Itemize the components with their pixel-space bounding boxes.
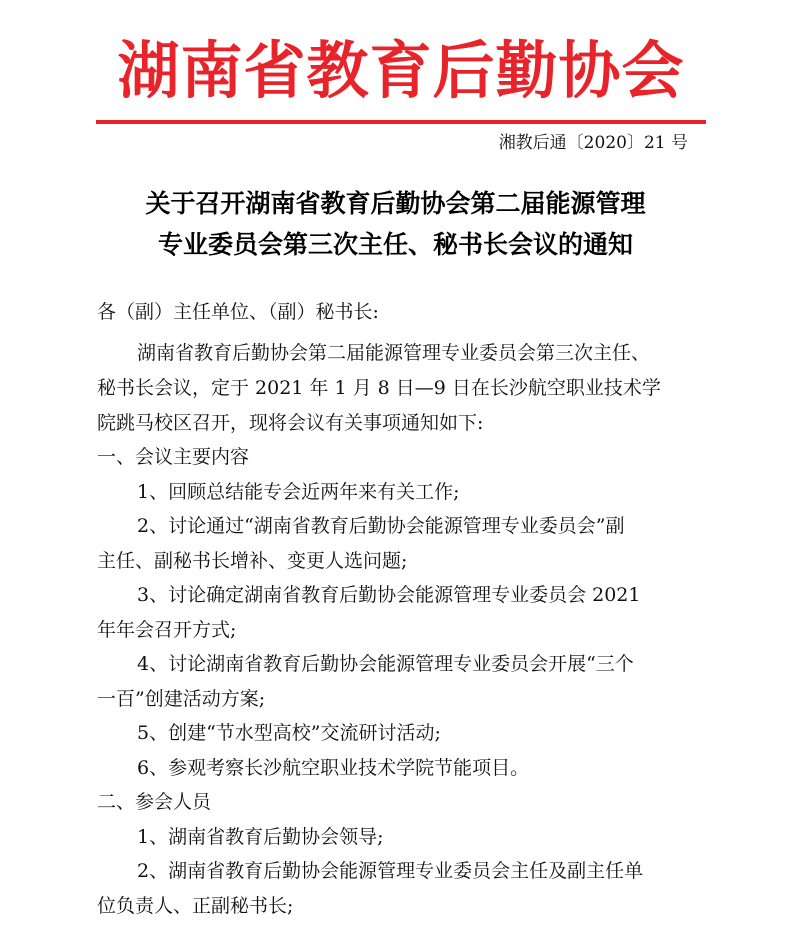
notice-title-line-2: 专业委员会第三次主任、秘书长会议的通知 <box>157 230 633 259</box>
section-2-item-2: 2、湖南省教育后勤协会能源管理专业委员会主任及副主任单 <box>137 860 644 882</box>
section-2-item-2-cont: 位负责人、正副秘书长; <box>97 895 294 917</box>
intro-line-3: 院跳马校区召开，现将会议有关事项通知如下: <box>97 412 484 434</box>
section-1-item-3: 3、讨论确定湖南省教育后勤协会能源管理专业委员会 2021 <box>137 584 641 606</box>
intro-line-2: 秘书长会议，定于 2021 年 1 月 8 日—9 日在长沙航空职业技术学 <box>97 377 661 399</box>
notice-title-line-1: 关于召开湖南省教育后勤协会第二届能源管理 <box>145 189 646 218</box>
section-2-item-1: 1、湖南省教育后勤协会领导; <box>137 826 384 848</box>
section-2-heading: 二、参会人员 <box>97 791 212 813</box>
letterhead-org-name: 湖南省教育后勤协会 <box>117 34 685 107</box>
section-1-item-6: 6、参观考察长沙航空职业技术学院节能项目。 <box>137 757 530 779</box>
section-1-item-3-cont: 年年会召开方式; <box>97 619 237 641</box>
document-number: 湘教后通〔2020〕21 号 <box>498 133 688 153</box>
salutation: 各（副）主任单位、（副）秘书长: <box>97 301 379 323</box>
section-1-item-4-cont: 一百”创建活动方案; <box>97 688 266 710</box>
section-1-item-5: 5、创建“节水型高校”交流研讨活动; <box>137 722 441 744</box>
letterhead-red-rule <box>96 120 706 124</box>
section-1-item-2: 2、讨论通过“湖南省教育后勤协会能源管理专业委员会”副 <box>137 515 625 537</box>
section-1-heading: 一、会议主要内容 <box>97 446 250 468</box>
section-1-item-2-cont: 主任、副秘书长增补、变更人选问题; <box>97 550 408 572</box>
section-1-item-1: 1、回顾总结能专会近两年来有关工作; <box>137 481 460 503</box>
intro-line-1: 湖南省教育后勤协会第二届能源管理专业委员会第三次主任、 <box>137 342 651 364</box>
section-1-item-4: 4、讨论湖南省教育后勤协会能源管理专业委员会开展“三个 <box>137 653 634 675</box>
